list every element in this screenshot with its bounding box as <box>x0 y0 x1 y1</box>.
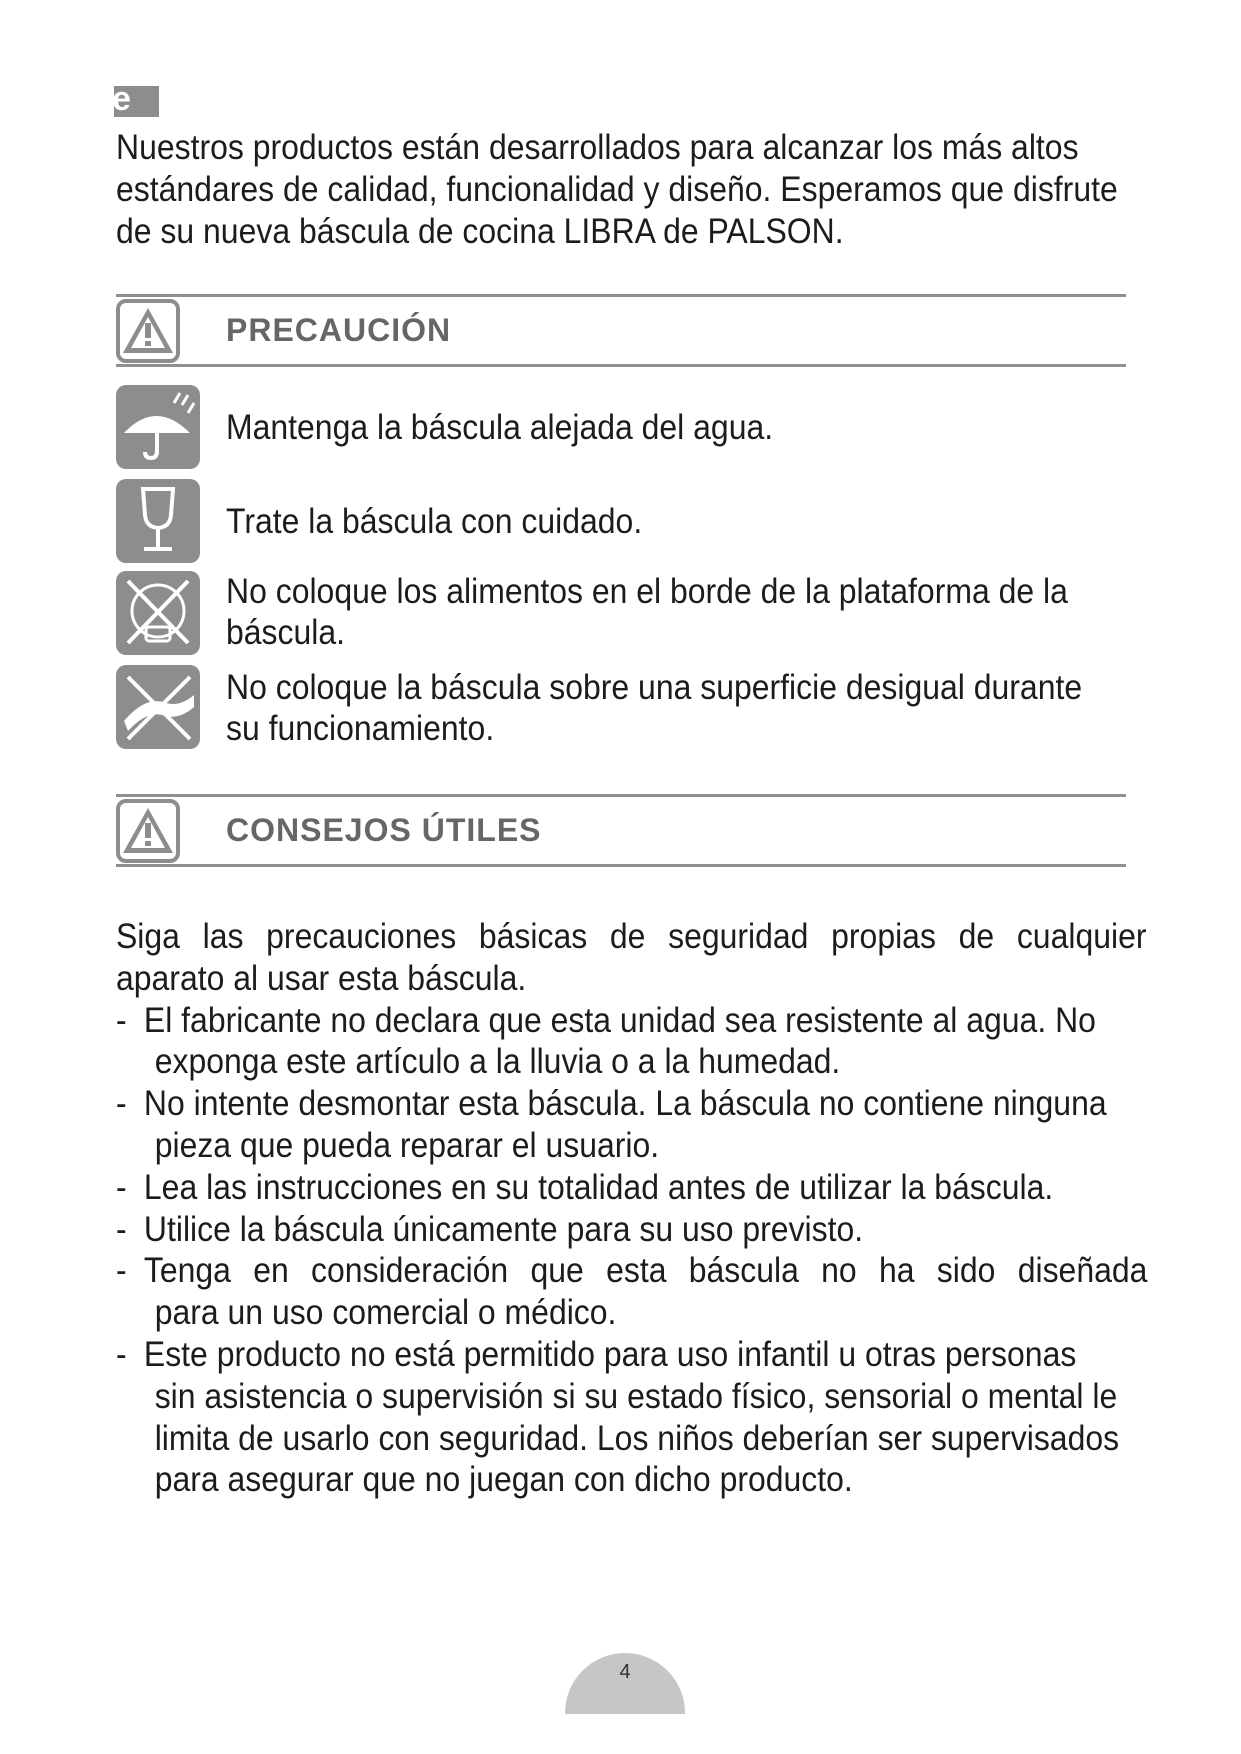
bullet-dash: - <box>116 1333 127 1374</box>
bullet-dash: - <box>116 1208 127 1249</box>
tips-lead-line: aparato al usar esta báscula. <box>116 957 527 998</box>
intro-line: estándares de calidad, funcionalidad y diseño. Esperamos que disfrute <box>116 169 1118 209</box>
list-item-text: para asegurar que no juegan con dicho producto. <box>154 1459 853 1500</box>
list-item-text: para un uso comercial o médico. <box>154 1292 617 1333</box>
list-item <box>116 1167 1147 1209</box>
precaution-heading: PRECAUCIÓN <box>226 312 452 348</box>
bullet-dash: - <box>116 999 127 1040</box>
intro-line: de su nueva báscula de cocina LIBRA de PALSON. <box>116 211 844 251</box>
list-item <box>116 1000 1147 1084</box>
language-tab-label: e <box>112 80 131 118</box>
page-number: 4 <box>619 1661 631 1683</box>
language-tab <box>112 80 159 118</box>
tips-body <box>116 916 1148 1501</box>
list-item <box>116 1083 1147 1167</box>
warning-icon <box>116 799 180 863</box>
page-number-tab <box>565 1653 685 1714</box>
no-uneven-surface-icon <box>116 665 200 749</box>
list-item-text: Utilice la báscula únicamente para su uso previsto. <box>143 1208 864 1249</box>
precaution-item-text: No coloque los alimentos en el borde de la plataforma de la <box>226 571 1068 611</box>
tips-heading: CONSEJOS ÚTILES <box>226 812 542 848</box>
list-item-text: Tenga en consideración que esta báscula no ha sido diseñada <box>143 1250 1148 1291</box>
precaution-item-text: su funcionamiento. <box>226 708 495 748</box>
precaution-item-text: Mantenga la báscula alejada del agua. <box>226 407 774 447</box>
warning-icon <box>116 299 180 363</box>
no-edge-icon <box>116 571 200 655</box>
section-rule <box>116 864 1126 867</box>
list-item-text: pieza que pueda reparar el usuario. <box>154 1124 660 1165</box>
tips-lead-line: Siga las precauciones básicas de seguridad propias de cualquier <box>116 916 1147 956</box>
umbrella-icon <box>116 385 200 469</box>
intro-line: Nuestros productos están desarrollados para alcanzar los más altos <box>116 127 1079 167</box>
list-item <box>116 1334 1147 1501</box>
list-item <box>116 1250 1147 1334</box>
precaution-item-text: Trate la báscula con cuidado. <box>226 501 643 541</box>
list-item-text: Lea las instrucciones en su totalidad antes de utilizar la báscula. <box>143 1166 1054 1207</box>
list-item-text: Este producto no está permitido para uso infantil u otras personas <box>143 1333 1077 1374</box>
bullet-dash: - <box>116 1250 127 1291</box>
list-item-text: limita de usarlo con seguridad. Los niños deberían ser supervisados <box>154 1417 1120 1458</box>
tips-list <box>116 999 1148 1502</box>
precaution-item-text: báscula. <box>226 612 346 652</box>
section-rule <box>116 294 1126 297</box>
section-rule <box>116 364 1126 367</box>
tips-lead <box>116 916 1147 1000</box>
list-item-text: sin asistencia o supervisión si su estado físico, sensorial o mental le <box>154 1375 1118 1416</box>
list-item-text: El fabricante no declara que esta unidad sea resistente al agua. No <box>143 999 1096 1040</box>
list-item-text: No intente desmontar esta báscula. La báscula no contiene ninguna <box>143 1083 1107 1124</box>
bullet-dash: - <box>116 1166 127 1207</box>
list-item <box>116 1209 1147 1251</box>
precaution-item-text: No coloque la báscula sobre una superficie desigual durante <box>226 667 1083 707</box>
intro-paragraph <box>116 126 1118 252</box>
list-item-text: exponga este artículo a la lluvia o a la humedad. <box>154 1041 841 1082</box>
section-rule <box>116 794 1126 797</box>
bullet-dash: - <box>116 1083 127 1124</box>
glass-icon <box>116 479 200 563</box>
